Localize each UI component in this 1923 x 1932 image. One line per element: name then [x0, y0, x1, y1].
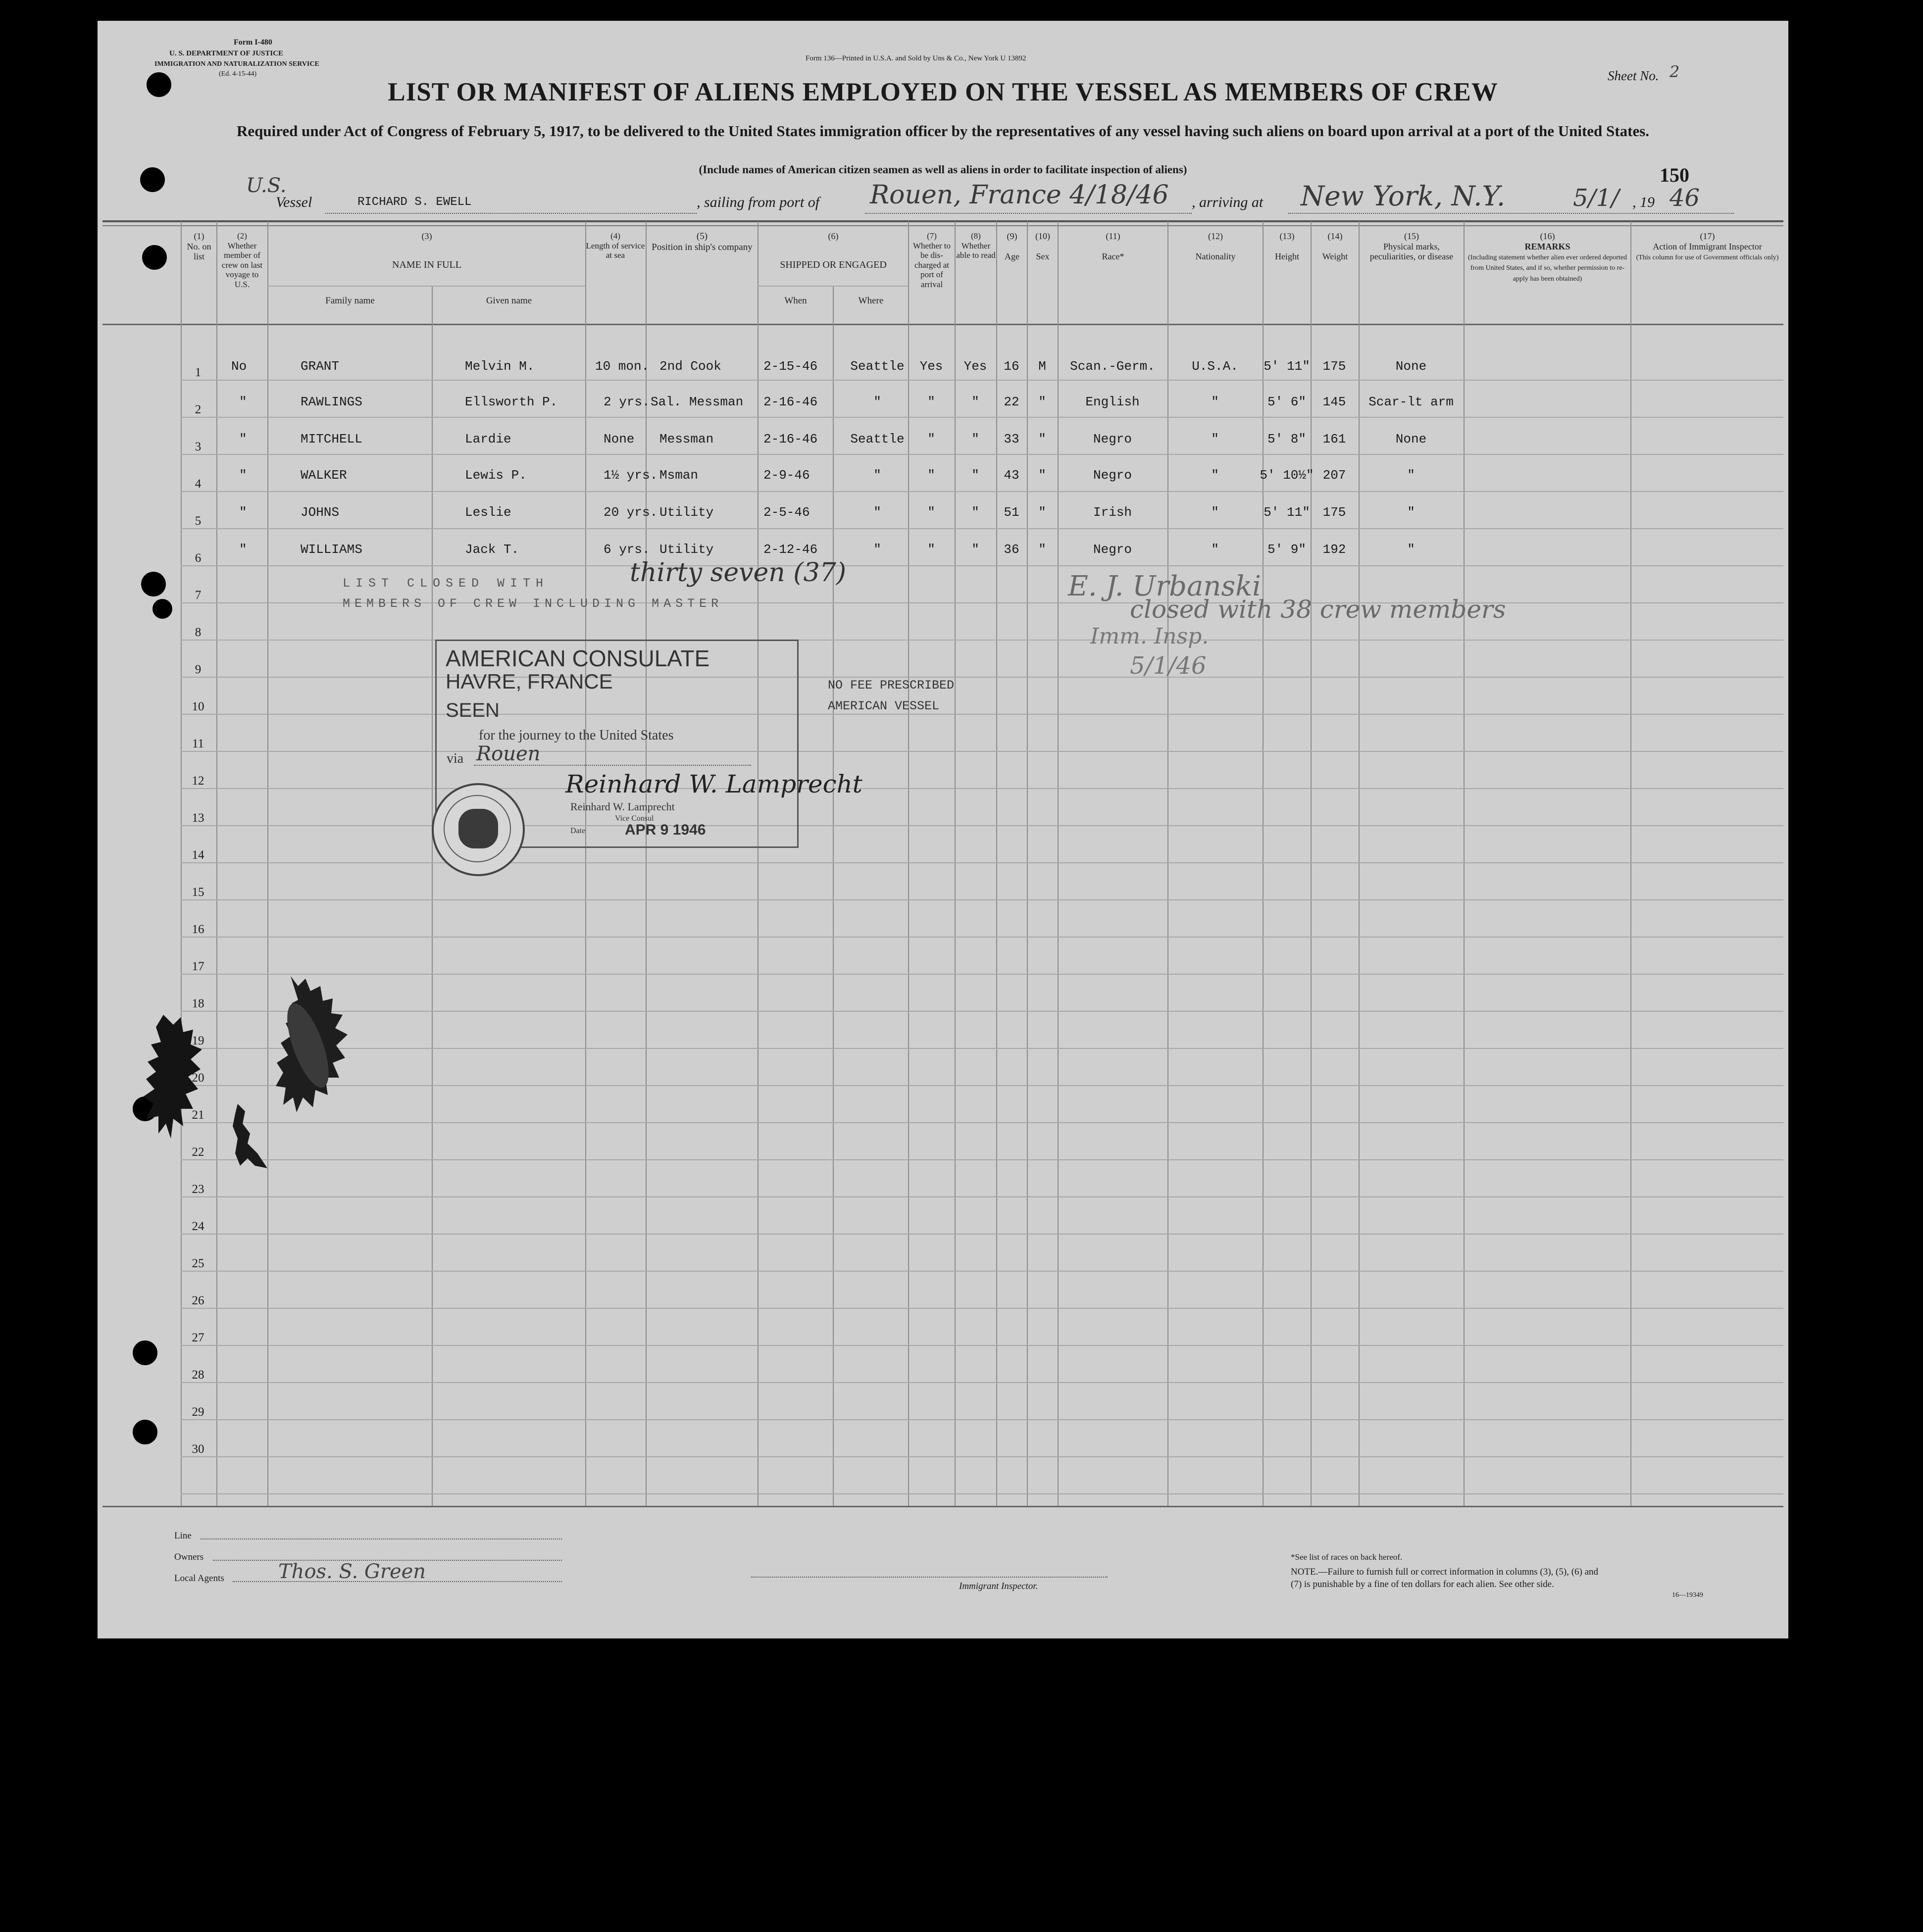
cell-height: 5' 10½" [1260, 468, 1314, 483]
cell-where: " [873, 395, 881, 409]
list-closed-line2: MEMBERS OF CREW INCLUDING MASTER [343, 596, 723, 611]
cell-last-voyage: No [231, 359, 247, 374]
binder-hole [141, 572, 166, 596]
cell-family-name: RAWLINGS [301, 395, 362, 409]
cell-height: 5' 9" [1267, 542, 1307, 557]
arriving-port: New York, N.Y. [1301, 180, 1506, 212]
vessel-name: RICHARD S. EWELL [357, 196, 472, 209]
cell-race: Scan.-Germ. [1070, 359, 1155, 374]
binder-hole [142, 245, 167, 270]
cell-given-name: Leslie [465, 505, 511, 520]
cell-last-voyage: " [239, 395, 247, 409]
cell-read: " [971, 432, 979, 446]
binder-hole [140, 167, 165, 192]
cell-given-name: Jack T. [465, 542, 519, 557]
col-header-age: Age [1005, 251, 1019, 262]
footer-code: 16—19349 [1672, 1591, 1703, 1599]
cell-position: Utility [659, 505, 714, 520]
cell-age: 36 [1004, 542, 1019, 557]
cell-given-name: Ellsworth P. [465, 395, 558, 409]
inspector-signature: E. J. Urbanski [1068, 570, 1262, 602]
cell-last-voyage: " [239, 432, 247, 446]
col-header-family: Family name [325, 296, 375, 306]
sheet-number: 2 [1670, 62, 1680, 81]
cell-last-voyage: " [239, 542, 247, 557]
col-header-position: Position in ship's company [652, 242, 753, 252]
cell-family-name: WALKER [301, 468, 347, 483]
col-header-height: Height [1275, 251, 1299, 262]
cell-weight: 145 [1322, 395, 1346, 409]
cell-service: 20 yrs. [604, 505, 658, 520]
cell-marks: " [1407, 468, 1415, 483]
cell-discharged: " [927, 542, 935, 557]
cell-where: " [873, 468, 881, 483]
cell-read: " [971, 468, 979, 483]
cell-service: 10 mon. [595, 359, 650, 374]
col-header-last-voyage: Whether member of crew on last voyage to U.S. [221, 241, 263, 289]
col-header-when: When [784, 296, 807, 306]
arriving-label: , arriving at [1192, 194, 1264, 210]
cell-marks: " [1407, 505, 1415, 520]
binder-hole [147, 72, 171, 97]
cell-discharged: " [927, 395, 935, 409]
stamp-journey: for the journey to the United States [479, 728, 674, 743]
cell-sex: " [1038, 542, 1046, 557]
cell-discharged: " [927, 468, 935, 483]
cell-age: 33 [1004, 432, 1019, 446]
cell-age: 16 [1004, 359, 1019, 374]
cell-service: 1½ yrs. [604, 468, 658, 483]
cell-where: Seattle [850, 359, 905, 374]
binder-hole [133, 1340, 157, 1365]
cell-when: 2-15-46 [763, 359, 818, 374]
cell-weight: 192 [1322, 542, 1346, 557]
col-header-sex: Sex [1036, 251, 1050, 262]
cell-family-name: WILLIAMS [301, 542, 362, 557]
cell-service: 2 yrs. [604, 395, 650, 409]
footer-inspector-label: Immigrant Inspector. [959, 1581, 1038, 1591]
footer-races-note: *See list of races on back hereof. [1291, 1552, 1403, 1562]
stamp-via-value: Rouen [476, 743, 541, 765]
cell-weight: 161 [1322, 432, 1346, 446]
cell-marks: " [1407, 542, 1415, 557]
cell-race: Irish [1093, 505, 1132, 520]
page-title: LIST OR MANIFEST OF ALIENS EMPLOYED ON THE VESSEL AS MEMBERS OF CREW [388, 78, 1498, 106]
col-header-race: Race* [1102, 251, 1124, 262]
cell-family-name: MITCHELL [301, 432, 362, 446]
cell-weight: 207 [1322, 468, 1346, 483]
form-number: Form I-480 [234, 38, 272, 47]
sailing-port: Rouen, France 4/18/46 [870, 180, 1169, 210]
small-seal-fragment-icon [228, 1104, 267, 1168]
binder-hole [133, 1420, 157, 1444]
cell-weight: 175 [1322, 505, 1346, 520]
page-number: 150 [1660, 164, 1689, 186]
torn-seal-fragment-icon [144, 1015, 203, 1163]
list-closed-count: thirty seven (37) [630, 558, 847, 588]
cell-marks: None [1395, 359, 1427, 374]
stamp-signer: Reinhard W. Lamprecht [570, 800, 675, 813]
year-prefix: , 19 [1632, 194, 1655, 210]
cell-weight: 175 [1322, 359, 1346, 374]
col-header-nationality: Nationality [1195, 251, 1236, 262]
subtitle: Required under Act of Congress of February 5, 1917, to be delivered to the United States immigration officer by the representatives of any vessel having such aliens on board upon arrival at a port of the United States. [236, 122, 1650, 140]
cell-when: 2-5-46 [763, 505, 810, 520]
cell-when: 2-16-46 [763, 395, 818, 409]
cell-nationality: " [1211, 505, 1219, 520]
binder-hole [152, 599, 172, 619]
cell-race: Negro [1093, 432, 1132, 446]
col-header-weight: Weight [1322, 251, 1348, 262]
printer-line: Form 136—Printed in U.S.A. and Sold by Uns & Co., New York U 13892 [806, 54, 1026, 62]
cell-nationality: " [1211, 395, 1219, 409]
embossed-seal-icon [276, 976, 350, 1144]
cell-when: 2-9-46 [763, 468, 810, 483]
cell-given-name: Lewis P. [465, 468, 527, 483]
col-header-service: Length of service at sea [586, 241, 645, 260]
inspector-note: closed with 38 crew members [1130, 595, 1506, 624]
service: IMMIGRATION AND NATURALIZATION SERVICE [154, 60, 319, 68]
cell-position: Msman [659, 468, 699, 483]
cell-position: Utility [659, 542, 714, 557]
cell-read: " [971, 505, 979, 520]
sailing-label: , sailing from port of [697, 194, 820, 210]
inspector-date: 5/1/46 [1130, 652, 1207, 680]
cell-sex: M [1038, 359, 1046, 374]
cell-position: 2nd Cook [659, 359, 721, 374]
stamp-location: HAVRE, FRANCE [446, 670, 613, 693]
cell-race: Negro [1093, 542, 1132, 557]
cell-read: Yes [963, 359, 987, 374]
col-header-remarks: REMARKS [1524, 241, 1570, 251]
cell-position: Messman [659, 432, 714, 446]
footer-line-label: Line [174, 1531, 192, 1541]
cell-read: " [971, 542, 979, 557]
cell-service: 6 yrs. [604, 542, 650, 557]
col-header-discharged: Whether to be dis-charged at port of arrival [913, 241, 951, 289]
stamp-via-label: via [447, 751, 464, 766]
manifest-sheet: Form I-480 U. S. DEPARTMENT OF JUSTICE IMMIGRATION AND NATURALIZATION SERVICE (Ed. 4-15-44) Form 136—Printed in U.S.A. and Sold by Uns & Co., New York U 13892 Sheet No. 2 LIST OR MANIFEST OF ALIENS EMPLOYED ON THE VESSEL AS MEMBERS OF CREW Required under Act of Congress of February 5, 1917, to be delivered to the United States immigration officer by the representatives of any vessel having such aliens on board upon arrival at a port of the United States. (Include names of American citizen seamen as well as aliens in order to facilitate inspection of aliens) 150 U.S. Vessel RICHARD S. EWELL , sailing from port of Rouen, France 4/18/46 , arriving at New York, N.Y. 5/1/ , 19 46 (1) No. on list (2) Whether member of crew on last voyage to U.S. (3) NAME IN FULL Family name Given name (4) Length of service at sea (5) Position in ship's company (6) SHIPPED OR ENGAGED When Where (7) Whether to be dis-charged at port of arrival (8) Whether able to read (9) Age (10) Sex (11) Race* (12) Nationality (13) Height (14) Weight (15) Physical marks, peculiarities, or disease (16) REMARKS (Including statement whether alien ever ordered deported from United States, and if so, whether permission to re-apply has been obtained) (17) Action of Immigrant Inspector (This column for use of Government officials only) 1 2 3 4 5 6 7 8 9 10 11 12 13 14 15 16 17 18 19 20 21 22 23 24 25 26 27 28 29 30 No GRANT Melvin M. 10 mon. 2nd Cook 2-15-46 Seattle Yes Yes 16 M Scan.-Germ. U.S.A. 5' 11" 175 None " RAWLINGS Ellsworth P. 2 yrs. Sal. Messman 2-16-46 " " " 22 " English " 5' 6" 145 Scar-lt arm " MITCHELL Lardie None Messman 2-16-46 Seattle " " 33 " Negro " 5' 8" 161 None " WALKER Lewis P. 1½ yrs. Msman 2-9-46 " " " 43 " Negro " 5' 10½" 207 " " JOHNS Leslie 20 yrs. Utility 2-5-46 " " " 51 " Irish " 5' 11" 175 " " WILLIAMS Jack T. 6 yrs. Utility 2-12-46 " " " 36 " Negro " 5' 9" 192 " LIST CLOSED WITH thirty seven (37) MEMBERS OF CREW INCLUDING MASTER E. J. Urbanski closed with 38 crew members Imm. Insp. 5/1/46 AMERICAN CONSULATE HAVRE, FRANCE SEEN for the journey to the United States via Rouen Reinhard W. Lamprecht Reinhard W. Lamprecht Vice Consul Date APR 9 1946 NO FEE PRESCRIBED AMERICAN VESSEL Line Owners Local Agents Thos. S. Green Immigrant Inspector. *See list of races on back hereof. NOTE.—Failure to furnish full or correct information in columns (3), (5), (6) and (7) is punishable by a fine of ten dollars for each alien. See other side. 16—19349 [98, 21, 1788, 1638]
cell-nationality: " [1211, 432, 1219, 446]
stamp-signature: Reinhard W. Lamprecht [565, 770, 862, 798]
cell-age: 22 [1004, 395, 1019, 409]
year-suffix: 46 [1670, 184, 1700, 212]
list-closed-line1: LIST CLOSED WITH [343, 576, 549, 591]
col-header-marks: Physical marks, peculiarities, or disease [1369, 241, 1454, 262]
fee-stamp-line1: NO FEE PRESCRIBED [828, 678, 955, 693]
cell-marks: Scar-lt arm [1368, 395, 1454, 409]
col-header-name: NAME IN FULL [392, 259, 461, 270]
stamp-date-value: APR 9 1946 [625, 822, 706, 838]
eagle-icon [458, 809, 498, 848]
sheet-label: Sheet No. [1608, 68, 1659, 83]
arrival-day: 5/1/ [1573, 184, 1619, 212]
cell-height: 5' 8" [1267, 432, 1307, 446]
cell-height: 5' 11" [1264, 359, 1310, 374]
cell-nationality: U.S.A. [1192, 359, 1238, 374]
cell-position: Sal. Messman [651, 395, 744, 409]
cell-discharged: " [927, 505, 935, 520]
stamp-signer-title: Vice Consul [615, 814, 654, 823]
stamp-date-label: Date [570, 827, 586, 835]
col-header-action: Action of Immigrant Inspector [1653, 241, 1762, 251]
col-header-read: Whether able to read [956, 241, 996, 260]
cell-sex: " [1038, 468, 1046, 483]
col-header-shipped: SHIPPED OR ENGAGED [780, 259, 887, 270]
cell-sex: " [1038, 395, 1046, 409]
cell-discharged: " [927, 432, 935, 446]
fee-stamp-line2: AMERICAN VESSEL [828, 699, 940, 713]
cell-discharged: Yes [919, 359, 943, 374]
cell-age: 51 [1004, 505, 1019, 520]
consulate-seal [432, 783, 525, 876]
stamp-consulate: AMERICAN CONSULATE [446, 645, 710, 671]
cell-height: 5' 6" [1267, 395, 1307, 409]
cell-race: English [1085, 395, 1140, 409]
footer-agents-label: Local Agents [174, 1573, 224, 1584]
cell-service: None [604, 432, 635, 446]
col-header-given: Given name [486, 296, 532, 306]
cell-when: 2-16-46 [763, 432, 818, 446]
col-header-no: No. on list [187, 241, 211, 262]
cell-last-voyage: " [239, 505, 247, 520]
cell-read: " [971, 395, 979, 409]
cell-given-name: Melvin M. [465, 359, 535, 374]
cell-race: Negro [1093, 468, 1132, 483]
cell-age: 43 [1004, 468, 1019, 483]
edition: (Ed. 4-15-44) [219, 70, 257, 78]
cell-given-name: Lardie [465, 432, 511, 446]
cell-where: " [873, 505, 881, 520]
cell-when: 2-12-46 [763, 542, 818, 557]
footer-note: NOTE.—Failure to furnish full or correct information in columns (3), (5), (6) and (7) is punishable by a fine of ten dollars for each alien. See other side. [1291, 1567, 1599, 1589]
cell-height: 5' 11" [1264, 505, 1310, 520]
cell-where: " [873, 542, 881, 557]
include-note: (Include names of American citizen seamen as well as aliens in order to facilitate inspection of aliens) [699, 163, 1187, 176]
department: U. S. DEPARTMENT OF JUSTICE [169, 50, 284, 57]
stamp-seen: SEEN [446, 699, 500, 721]
footer-owners-label: Owners [174, 1552, 204, 1562]
cell-family-name: JOHNS [301, 505, 340, 520]
cell-where: Seattle [850, 432, 905, 446]
inspector-title: Imm. Insp. [1090, 624, 1209, 649]
cell-nationality: " [1211, 542, 1219, 557]
cell-nationality: " [1211, 468, 1219, 483]
us-mark: U.S. [246, 174, 287, 197]
cell-last-voyage: " [239, 468, 247, 483]
vessel-label: Vessel [276, 194, 312, 210]
footer-agents-signature: Thos. S. Green [278, 1560, 426, 1583]
cell-family-name: GRANT [301, 359, 340, 374]
col-header-where: Where [858, 296, 884, 306]
cell-marks: None [1395, 432, 1427, 446]
cell-sex: " [1038, 505, 1046, 520]
cell-sex: " [1038, 432, 1046, 446]
